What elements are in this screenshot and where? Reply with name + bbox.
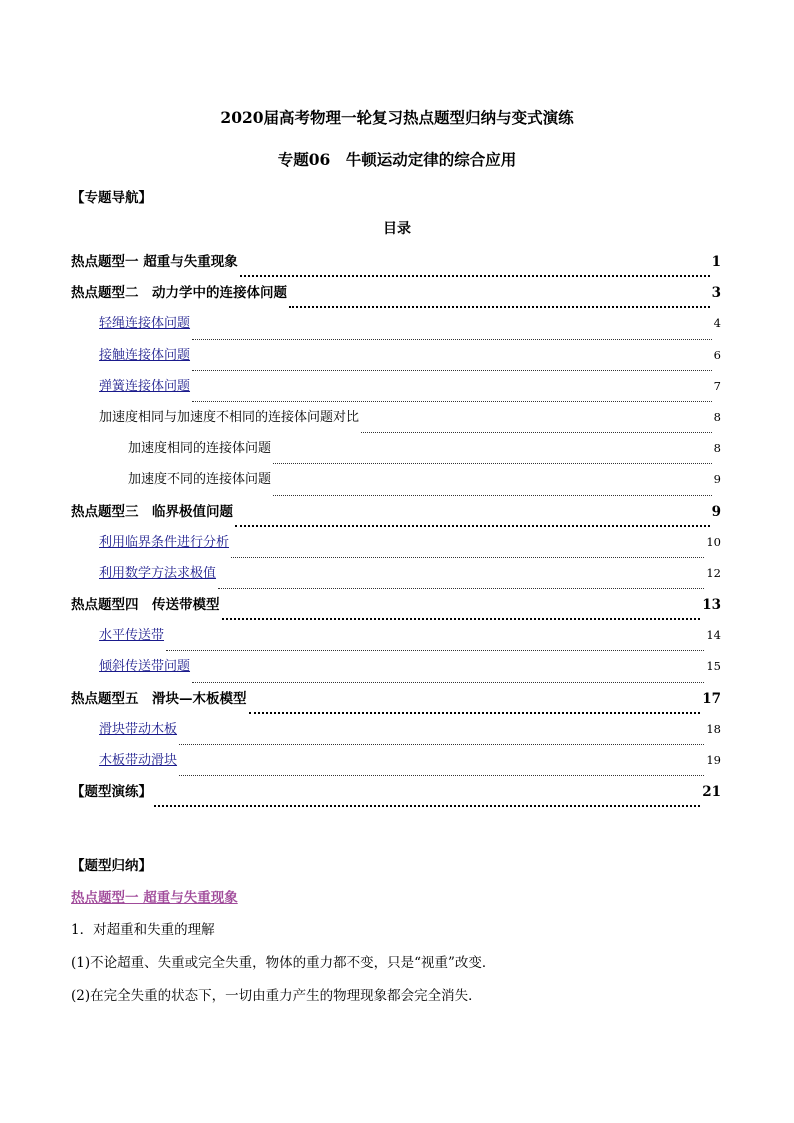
document-title: 2020届高考物理一轮复习热点题型归纳与变式演练 [220, 108, 574, 127]
paragraph: (2)在完全失重的状态下，一切由重力产生的物理现象都会完全消失． [71, 988, 482, 1004]
paragraph: 1．对超重和失重的理解 [71, 922, 215, 938]
toc-leader [154, 805, 700, 807]
toc-page-number: 18 [706, 721, 721, 736]
toc-page-number: 10 [706, 534, 721, 549]
toc-page-number: 15 [706, 659, 721, 674]
toc-leader [192, 370, 712, 371]
toc-leader [361, 432, 712, 433]
toc-leader [192, 339, 712, 340]
toc-page-number: 9 [711, 503, 721, 520]
toc-page-number: 13 [702, 597, 721, 614]
toc-entry-link[interactable]: 弹簧连接体问题 [99, 378, 191, 394]
toc-entry-label: 热点题型四 传送带模型 [71, 597, 220, 614]
toc-entry-horizontal-belt[interactable] [71, 624, 721, 655]
toc-page-number: 8 [713, 409, 721, 424]
toc-leader [166, 650, 704, 651]
toc-entry-label: 加速度不同的连接体问题 [128, 472, 272, 488]
toc-leader [218, 588, 704, 589]
toc-page-number: 1 [711, 254, 721, 270]
toc-entry-practice[interactable] [71, 780, 721, 811]
toc-entry-link[interactable]: 利用数学方法求极值 [99, 565, 217, 581]
toc-entry-link[interactable]: 木板带动滑块 [99, 753, 178, 768]
toc-leader [273, 495, 712, 496]
toc-entry-overweight-weightlessness[interactable] [71, 250, 721, 281]
toc-entry-label: 热点题型三 临界极值问题 [71, 503, 233, 520]
toc-leader [235, 525, 710, 527]
toc-leader [249, 712, 701, 714]
toc-leader [289, 306, 710, 308]
toc-entry-different-acceleration[interactable] [71, 468, 721, 499]
toc-entry-label: 【题型演练】 [71, 784, 152, 801]
toc-entry-spring-connection[interactable] [71, 375, 721, 406]
toc-entry-same-acceleration[interactable] [71, 437, 721, 468]
toc-entry-link[interactable]: 滑块带动木板 [99, 721, 178, 737]
toc-leader [179, 775, 704, 776]
toc-entry-critical-extremes[interactable] [71, 500, 721, 531]
topic-navigation-label: 【专题导航】 [71, 190, 152, 206]
document-subtitle: 专题06 牛顿运动定律的综合应用 [277, 150, 517, 169]
toc-page-number: 4 [713, 316, 721, 331]
toc-entry-inclined-belt[interactable] [71, 655, 721, 686]
toc-leader [222, 618, 701, 620]
toc-page-number: 21 [702, 784, 721, 801]
toc-entry-label: 热点题型二 动力学中的连接体问题 [71, 285, 287, 302]
toc-entry-label: 热点题型五 滑块—木板模型 [71, 690, 247, 707]
toc-leader [192, 401, 712, 402]
toc-entry-link[interactable]: 倾斜传送带问题 [99, 659, 191, 675]
toc-entry-conveyor-belt[interactable] [71, 593, 721, 624]
section-heading-link[interactable]: 热点题型一 超重与失重现象 [71, 890, 238, 906]
toc-page-number: 9 [713, 472, 721, 487]
toc-page-number: 8 [713, 441, 721, 456]
toc-entry-rope-connection[interactable] [71, 312, 721, 343]
toc-leader [240, 275, 710, 277]
toc-entry-contact-connection[interactable] [71, 344, 721, 375]
toc-entry-label: 加速度相同的连接体问题 [128, 441, 272, 457]
paragraph: (1)不论超重、失重或完全失重，物体的重力都不变，只是“视重”改变． [71, 955, 496, 971]
section-label: 【题型归纳】 [71, 858, 152, 874]
toc-page-number: 17 [702, 690, 721, 707]
toc-entry-link[interactable]: 利用临界条件进行分析 [99, 534, 230, 550]
toc-entry-label: 热点题型一 超重与失重现象 [71, 254, 238, 270]
toc-page-number: 19 [706, 753, 721, 767]
toc-entry-connected-bodies[interactable] [71, 281, 721, 312]
toc-page-number: 14 [706, 628, 721, 643]
toc-entry-board-drives-slider[interactable] [71, 749, 721, 780]
toc-page-number: 6 [713, 347, 721, 362]
toc-entry-critical-conditions[interactable] [71, 531, 721, 562]
toc-entry-acceleration-comparison[interactable] [71, 406, 721, 437]
toc-page-number: 7 [713, 378, 721, 393]
toc-leader [231, 557, 704, 558]
toc-entry-label: 加速度相同与加速度不相同的连接体问题对比 [99, 409, 360, 425]
toc-entry-link[interactable]: 轻绳连接体问题 [99, 316, 191, 332]
toc-entry-link[interactable]: 接触连接体问题 [99, 347, 191, 363]
toc-entry-slider-drives-board[interactable] [71, 718, 721, 749]
toc-entry-link[interactable]: 水平传送带 [99, 628, 165, 644]
toc-leader [179, 744, 704, 745]
table-of-contents [71, 250, 721, 811]
toc-leader [273, 463, 712, 464]
toc-page-number: 3 [711, 285, 721, 302]
toc-page-number: 12 [706, 565, 721, 580]
toc-leader [192, 682, 704, 683]
toc-entry-math-extremes[interactable] [71, 562, 721, 593]
toc-entry-slider-board[interactable] [71, 687, 721, 718]
toc-heading: 目录 [383, 221, 411, 237]
